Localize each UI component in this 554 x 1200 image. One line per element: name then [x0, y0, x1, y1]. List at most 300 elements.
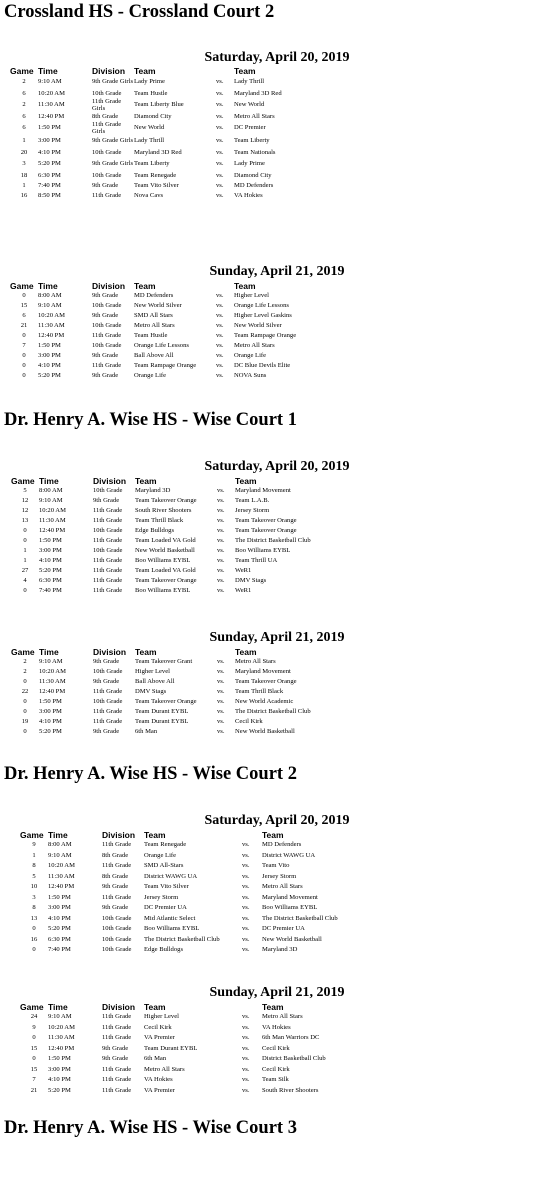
game-division: 10th Grade: [92, 321, 122, 329]
game-row: [20, 872, 362, 883]
game-number: 1: [32, 851, 36, 859]
game-number: 1: [22, 137, 26, 145]
game-row: [10, 321, 324, 331]
time-header: Time: [48, 830, 68, 840]
team2-header: Team: [235, 476, 257, 486]
versus-label: vs.: [217, 486, 225, 494]
versus-label: vs.: [242, 1065, 250, 1073]
versus-label: vs.: [217, 697, 225, 705]
game-number: 0: [32, 1034, 36, 1042]
game-division: 9th Grade: [93, 727, 120, 735]
versus-label: vs.: [217, 707, 225, 715]
game-time: 1:50 PM: [48, 893, 71, 901]
game-time: 3:00 PM: [39, 707, 62, 715]
home-team: District WAWG UA: [144, 872, 198, 880]
away-team: Team Thrill UA: [235, 556, 278, 564]
vs-header: [216, 281, 234, 291]
game-division: 11th Grade Girls: [92, 121, 122, 135]
home-team: Metro All Stars: [134, 321, 175, 329]
game-number: 4: [23, 576, 27, 584]
game-row: [11, 586, 325, 596]
game-time: 12:40 PM: [39, 526, 66, 534]
game-division: 11th Grade: [93, 717, 123, 725]
team1-header: Team: [135, 476, 157, 486]
game-time: 3:00 PM: [48, 1065, 71, 1073]
game-header: Game: [10, 66, 34, 76]
home-team: Ball Above All: [135, 677, 175, 685]
game-time: 10:20 AM: [39, 506, 66, 514]
vs-header: [217, 476, 235, 486]
game-number: 1: [23, 556, 27, 564]
game-division: 8th Grade: [102, 872, 129, 880]
game-time: 9:10 AM: [39, 657, 63, 665]
game-division: 10th Grade: [93, 546, 123, 554]
home-team: Team Hustle: [134, 331, 168, 339]
game-number: 3: [32, 893, 36, 901]
away-team: Metro All Stars: [235, 657, 276, 665]
game-division: 10th Grade: [92, 89, 122, 97]
game-division: 9th Grade Girls: [92, 137, 134, 145]
versus-label: vs.: [242, 935, 250, 943]
versus-label: vs.: [217, 586, 225, 594]
versus-label: vs.: [216, 371, 224, 379]
away-team: Cecil Kirk: [235, 717, 263, 725]
game-division: 11th Grade: [102, 1013, 132, 1021]
game-time: 4:10 PM: [39, 556, 62, 564]
game-division: 11th Grade: [102, 1034, 132, 1042]
home-team: New World Basketball: [135, 546, 195, 554]
away-team: Team Rampage Orange: [234, 331, 297, 339]
game-row: [10, 89, 324, 99]
versus-label: vs.: [216, 181, 224, 189]
game-division: 11th Grade: [93, 506, 123, 514]
versus-label: vs.: [217, 657, 225, 665]
game-row: [20, 1065, 362, 1076]
away-team: Maryland Movement: [235, 486, 291, 494]
versus-label: vs.: [242, 872, 250, 880]
game-number: 13: [21, 516, 29, 524]
home-team: Boo Williams EYBL: [144, 925, 200, 933]
game-number: 27: [21, 566, 29, 574]
game-time: 5:20 PM: [48, 1086, 71, 1094]
away-team: Lady Prime: [234, 160, 265, 168]
away-team: MD Defenders: [234, 181, 274, 189]
away-team: Orange Life: [234, 351, 267, 359]
game-row: [20, 851, 362, 862]
away-team: DC Blue Devils Elite: [234, 361, 291, 369]
division-header: Division: [92, 281, 126, 291]
game-division: 10th Grade: [92, 301, 122, 309]
game-number: 5: [32, 872, 36, 880]
versus-label: vs.: [242, 1076, 250, 1084]
away-team: Boo Williams EYBL: [235, 546, 291, 554]
game-time: 6:30 PM: [39, 576, 62, 584]
versus-label: vs.: [216, 171, 224, 179]
away-team: Team Silk: [262, 1076, 289, 1084]
game-number: 0: [23, 526, 27, 534]
game-division: 11th Grade: [102, 1086, 132, 1094]
versus-label: vs.: [217, 687, 225, 695]
court-title: Dr. Henry A. Wise HS - Wise Court 3: [4, 1118, 297, 1138]
game-division: 10th Grade: [102, 935, 132, 943]
game-time: 1:50 PM: [39, 697, 62, 705]
day-title: Sunday, April 21, 2019: [209, 985, 345, 1000]
game-division: 10th Grade: [93, 697, 123, 705]
court-title: Dr. Henry A. Wise HS - Wise Court 1: [4, 410, 297, 430]
game-number: 3: [22, 160, 26, 168]
game-row: [11, 576, 325, 586]
game-row: [10, 301, 324, 311]
game-row: [20, 935, 362, 946]
time-header: Time: [38, 66, 58, 76]
game-number: 2: [23, 667, 27, 675]
game-time: 5:20 PM: [38, 371, 61, 379]
game-row: [20, 861, 362, 872]
game-number: 0: [32, 946, 36, 954]
versus-label: vs.: [217, 576, 225, 584]
game-time: 3:00 PM: [48, 904, 71, 912]
versus-label: vs.: [242, 946, 250, 954]
game-division: 9th Grade: [102, 883, 129, 891]
home-team: Maryland 3D: [135, 486, 171, 494]
team2-header: Team: [234, 281, 256, 291]
game-number: 0: [22, 291, 26, 299]
away-team: Team Takeover Orange: [235, 526, 297, 534]
away-team: DC Premier UA: [262, 925, 305, 933]
away-team: DC Premier: [234, 124, 266, 132]
game-number: 15: [30, 1065, 38, 1073]
vs-header: [217, 647, 235, 657]
game-division: 9th Grade Girls: [92, 160, 134, 168]
game-time: 1:50 PM: [38, 124, 61, 132]
home-team: South River Shooters: [135, 506, 192, 514]
game-division: 9th Grade Girls: [92, 78, 134, 86]
court-title: Dr. Henry A. Wise HS - Wise Court 2: [4, 764, 297, 784]
game-division: 9th Grade: [92, 181, 119, 189]
game-time: 8:00 AM: [38, 291, 62, 299]
game-time: 8:00 AM: [48, 841, 72, 849]
game-row: [11, 707, 325, 717]
game-number: 21: [20, 321, 28, 329]
schedule-table: [10, 281, 324, 381]
game-time: 12:40 PM: [39, 687, 66, 695]
home-team: Team Renegade: [134, 171, 177, 179]
schedule-table: [20, 1002, 362, 1096]
away-team: Team Takeover Orange: [235, 516, 297, 524]
away-team: Team Thrill Black: [235, 687, 284, 695]
game-row: [20, 924, 362, 935]
versus-label: vs.: [216, 311, 224, 319]
away-team: New World: [234, 101, 265, 109]
versus-label: vs.: [216, 137, 224, 145]
vs-header: [242, 830, 262, 840]
header-row: [11, 476, 325, 486]
time-header: Time: [39, 647, 59, 657]
game-row: [10, 148, 324, 158]
game-row: [20, 1044, 362, 1055]
game-number: 20: [20, 148, 28, 156]
game-number: 15: [30, 1044, 38, 1052]
game-number: 8: [32, 862, 36, 870]
game-row: [20, 1075, 362, 1086]
game-time: 3:00 PM: [38, 137, 61, 145]
versus-label: vs.: [242, 893, 250, 901]
game-time: 5:20 PM: [48, 925, 71, 933]
versus-label: vs.: [216, 331, 224, 339]
schedule-table: [10, 66, 324, 201]
game-row: [20, 1086, 362, 1097]
game-division: 10th Grade: [93, 667, 123, 675]
home-team: VA Premier: [144, 1034, 175, 1042]
away-team: District WAWG UA: [262, 851, 316, 859]
schedule-table: [11, 647, 325, 737]
game-number: 10: [30, 883, 38, 891]
versus-label: vs.: [242, 1023, 250, 1031]
home-team: Lady Thrill: [134, 137, 165, 145]
game-number: 12: [21, 506, 29, 514]
away-team: Metro All Stars: [262, 883, 303, 891]
game-division: 11th Grade: [93, 687, 123, 695]
game-time: 11:30 AM: [39, 516, 66, 524]
game-division: 11th Grade: [102, 1065, 132, 1073]
away-team: New World Basketball: [262, 935, 322, 943]
game-time: 4:10 PM: [39, 717, 62, 725]
game-division: 11th Grade: [93, 566, 123, 574]
game-division: 10th Grade: [102, 914, 132, 922]
home-team: Higher Level: [144, 1013, 179, 1021]
game-division: 9th Grade: [92, 371, 119, 379]
game-time: 11:30 AM: [48, 1034, 75, 1042]
game-division: 11th Grade: [93, 576, 123, 584]
versus-label: vs.: [216, 101, 224, 109]
game-number: 22: [21, 687, 29, 695]
game-row: [10, 99, 324, 112]
game-division: 11th Grade: [102, 862, 132, 870]
game-number: 24: [30, 1013, 38, 1021]
versus-label: vs.: [217, 727, 225, 735]
away-team: New World Silver: [234, 321, 282, 329]
home-team: Maryland 3D Red: [134, 148, 182, 156]
game-row: [11, 667, 325, 677]
away-team: Maryland Movement: [235, 667, 291, 675]
schedule-table: [20, 830, 362, 956]
game-row: [11, 536, 325, 546]
home-team: Team Durant EYBL: [144, 1044, 198, 1052]
game-division: 9th Grade: [93, 496, 120, 504]
game-time: 1:50 PM: [48, 1055, 71, 1063]
game-row: [20, 1023, 362, 1034]
home-team: Team Takeover Orange: [135, 496, 197, 504]
game-division: 11th Grade: [102, 1023, 132, 1031]
game-division: 9th Grade: [102, 1055, 129, 1063]
vs-header: [242, 1002, 262, 1012]
away-team: Boo Williams EYBL: [262, 904, 318, 912]
game-division: 11th Grade: [92, 331, 122, 339]
team2-header: Team: [234, 66, 256, 76]
game-division: 10th Grade: [102, 946, 132, 954]
game-number: 9: [32, 841, 36, 849]
vs-header: [216, 66, 234, 76]
away-team: Orange Life Lessons: [234, 301, 289, 309]
game-division: 9th Grade: [92, 291, 119, 299]
game-time: 8:00 AM: [39, 486, 63, 494]
versus-label: vs.: [216, 301, 224, 309]
home-team: Team Thrill Black: [135, 516, 184, 524]
header-row: [11, 647, 325, 657]
home-team: Jersey Storm: [144, 893, 179, 901]
game-row: [20, 1012, 362, 1023]
away-team: New World Academic: [235, 697, 294, 705]
game-time: 10:20 AM: [38, 311, 65, 319]
game-number: 0: [32, 1055, 36, 1063]
game-time: 11:30 AM: [48, 872, 75, 880]
game-row: [10, 371, 324, 381]
home-team: VA Hokies: [144, 1076, 173, 1084]
game-time: 8:50 PM: [38, 191, 61, 199]
division-header: Division: [93, 647, 127, 657]
division-header: Division: [93, 476, 127, 486]
away-team: WeR1: [235, 566, 252, 574]
versus-label: vs.: [242, 1013, 250, 1021]
away-team: Higher Level Gaskins: [234, 311, 292, 319]
home-team: Orange Life Lessons: [134, 341, 189, 349]
game-row: [10, 291, 324, 301]
game-division: 10th Grade: [93, 486, 123, 494]
game-header: Game: [11, 476, 35, 486]
away-team: WeR1: [235, 586, 252, 594]
away-team: Metro All Stars: [234, 341, 275, 349]
team1-header: Team: [144, 1002, 166, 1012]
home-team: 6th Man: [135, 727, 158, 735]
day-title: Saturday, April 20, 2019: [204, 813, 350, 828]
team1-header: Team: [144, 830, 166, 840]
home-team: Team Rampage Orange: [134, 361, 197, 369]
game-row: [11, 566, 325, 576]
versus-label: vs.: [216, 148, 224, 156]
game-number: 0: [32, 925, 36, 933]
home-team: Orange Life: [144, 851, 177, 859]
home-team: Edge Bulldogs: [135, 526, 175, 534]
game-division: 10th Grade: [92, 171, 122, 179]
versus-label: vs.: [242, 851, 250, 859]
game-row: [10, 191, 324, 201]
versus-label: vs.: [242, 914, 250, 922]
versus-label: vs.: [216, 89, 224, 97]
team1-header: Team: [134, 281, 156, 291]
home-team: DC Premier UA: [144, 904, 187, 912]
day-title: Saturday, April 20, 2019: [204, 459, 350, 474]
game-time: 12:40 PM: [48, 883, 75, 891]
game-division: 10th Grade: [102, 925, 132, 933]
home-team: Team Hustle: [134, 89, 168, 97]
versus-label: vs.: [217, 536, 225, 544]
game-division: 11th Grade Girls: [92, 98, 122, 112]
away-team: VA Hokies: [234, 191, 263, 199]
team2-header: Team: [262, 1002, 284, 1012]
home-team: Team Renegade: [144, 841, 187, 849]
game-division: 10th Grade: [92, 148, 122, 156]
home-team: Mid Atlantic Select: [144, 914, 196, 922]
game-division: 9th Grade: [102, 1044, 129, 1052]
home-team: Team Takeover Orange: [135, 576, 197, 584]
game-number: 16: [20, 191, 28, 199]
game-division: 11th Grade: [93, 556, 123, 564]
versus-label: vs.: [216, 351, 224, 359]
game-time: 11:30 AM: [38, 101, 65, 109]
home-team: Team Durant EYBL: [135, 717, 189, 725]
game-row: [11, 556, 325, 566]
versus-label: vs.: [242, 841, 250, 849]
game-row: [10, 181, 324, 191]
versus-label: vs.: [216, 321, 224, 329]
game-row: [11, 546, 325, 556]
home-team: Orange Life: [134, 371, 167, 379]
versus-label: vs.: [216, 341, 224, 349]
game-row: [10, 361, 324, 371]
game-row: [11, 677, 325, 687]
game-number: 0: [23, 536, 27, 544]
versus-label: vs.: [242, 1034, 250, 1042]
versus-label: vs.: [216, 78, 224, 86]
game-time: 6:30 PM: [48, 935, 71, 943]
home-team: New World: [134, 124, 165, 132]
home-team: Team Vito Silver: [144, 883, 189, 891]
game-number: 1: [23, 546, 27, 554]
game-row: [11, 486, 325, 496]
header-row: [10, 281, 324, 291]
home-team: Team Loaded VA Gold: [135, 566, 196, 574]
game-time: 5:20 PM: [39, 566, 62, 574]
home-team: Boo Williams EYBL: [135, 556, 191, 564]
game-time: 10:20 AM: [38, 89, 65, 97]
game-time: 9:10 AM: [38, 78, 62, 86]
game-number: 5: [23, 486, 27, 494]
game-division: 9th Grade: [93, 677, 120, 685]
game-row: [11, 526, 325, 536]
versus-label: vs.: [242, 862, 250, 870]
versus-label: vs.: [216, 361, 224, 369]
game-row: [10, 331, 324, 341]
game-row: [10, 311, 324, 321]
game-time: 6:30 PM: [38, 171, 61, 179]
versus-label: vs.: [216, 191, 224, 199]
game-number: 18: [20, 171, 28, 179]
game-row: [11, 657, 325, 667]
away-team: MD Defenders: [262, 841, 302, 849]
game-time: 4:10 PM: [38, 361, 61, 369]
game-row: [20, 893, 362, 904]
home-team: Metro All Stars: [144, 1065, 185, 1073]
team1-header: Team: [135, 647, 157, 657]
game-division: 8th Grade: [92, 112, 119, 120]
game-row: [11, 697, 325, 707]
game-number: 16: [30, 935, 38, 943]
game-time: 1:50 PM: [39, 536, 62, 544]
game-header: Game: [20, 830, 44, 840]
game-row: [20, 840, 362, 851]
versus-label: vs.: [217, 717, 225, 725]
game-time: 7:40 PM: [48, 946, 71, 954]
game-number: 6: [22, 112, 26, 120]
game-time: 12:40 PM: [38, 112, 65, 120]
game-number: 0: [22, 371, 26, 379]
court-title: Crossland HS - Crossland Court 2: [4, 2, 275, 22]
away-team: Cecil Kirk: [262, 1065, 290, 1073]
game-time: 9:10 AM: [48, 851, 72, 859]
away-team: Metro All Stars: [262, 1013, 303, 1021]
game-time: 10:20 AM: [48, 1023, 75, 1031]
versus-label: vs.: [217, 546, 225, 554]
